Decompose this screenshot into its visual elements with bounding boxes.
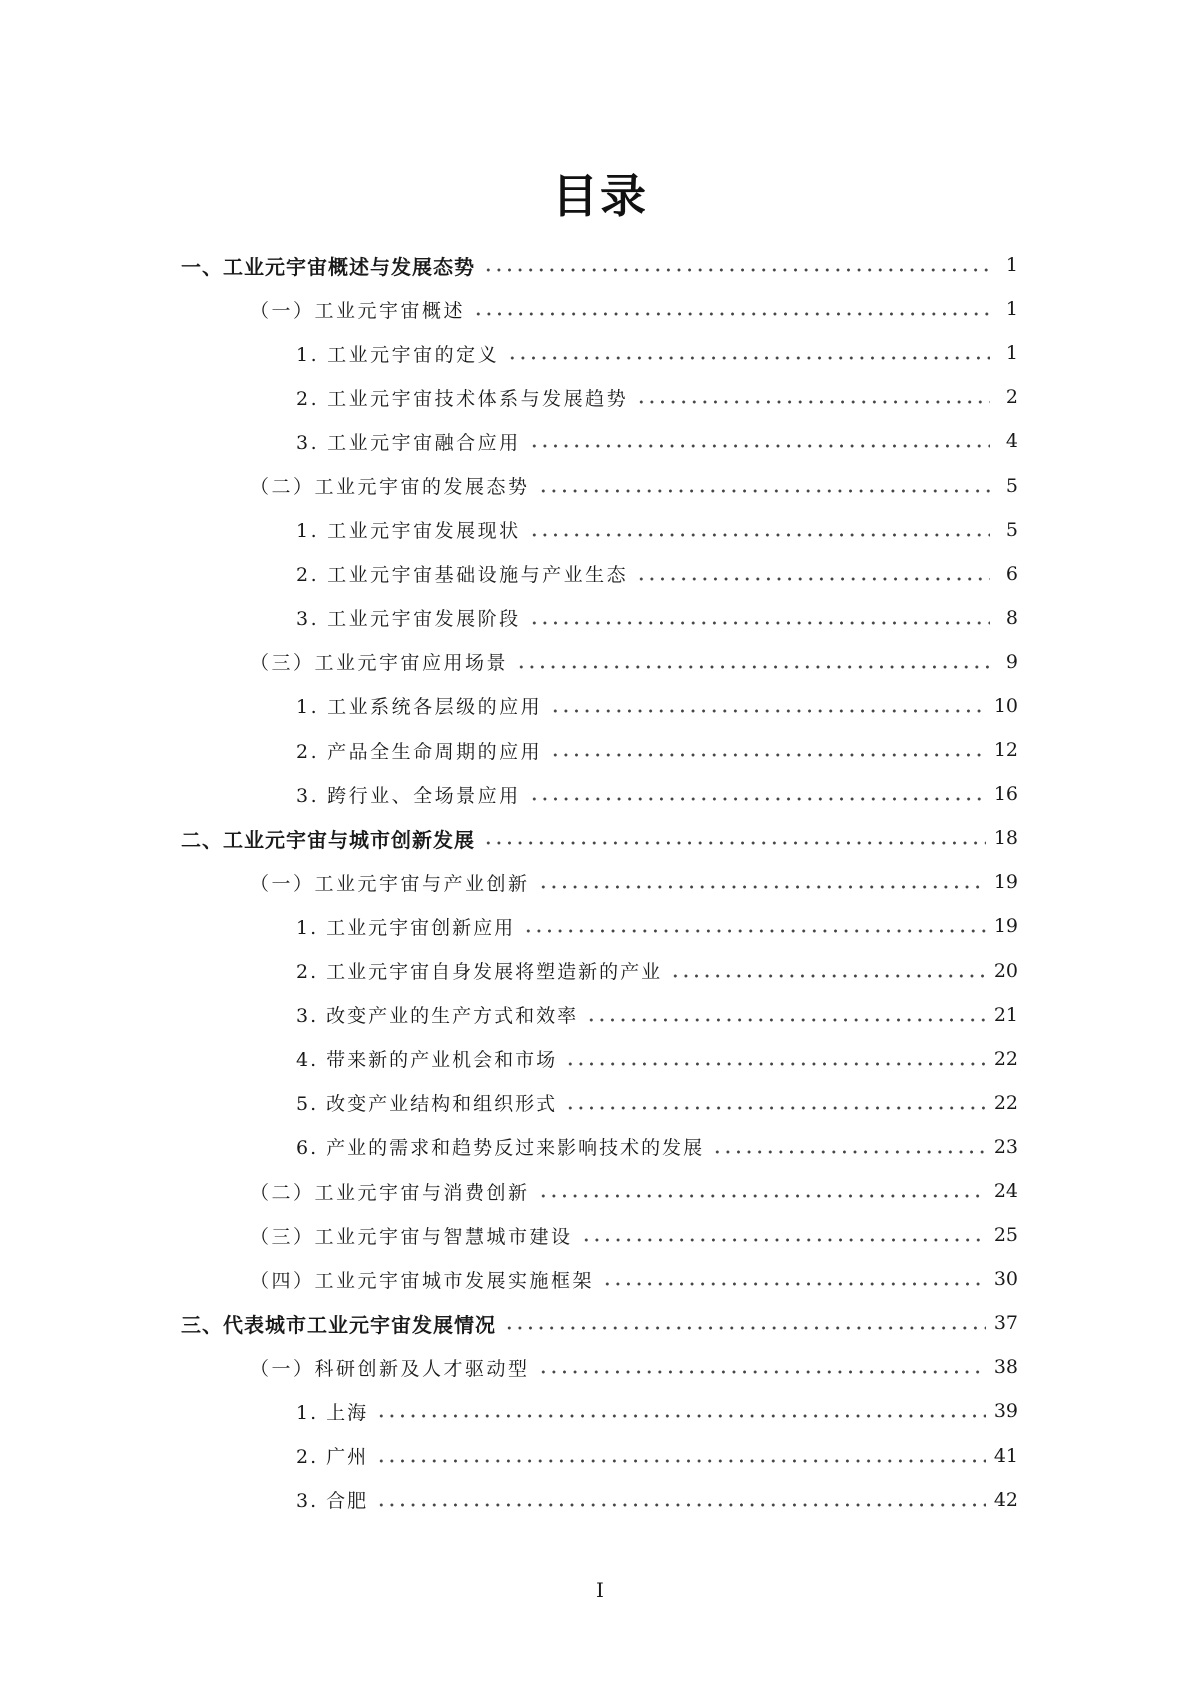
toc-entry-number: 3. (296, 431, 320, 454)
dot-leader (538, 1194, 986, 1198)
dot-leader (538, 885, 986, 889)
toc-entry-label: 工业元宇宙发展现状 (327, 520, 521, 543)
toc-entry-title (296, 692, 542, 719)
toc-entry-page: 42 (993, 1488, 1018, 1511)
dot-leader (581, 1238, 986, 1242)
dot-leader (586, 1018, 986, 1022)
page-title: 目录 (552, 169, 648, 223)
toc-entry-title: （二）工业元宇宙的发展态势 (250, 476, 530, 499)
toc-entry-page: 1 (1005, 342, 1018, 365)
toc-entry[interactable] (0, 1389, 1200, 1433)
toc-entry-page: 10 (993, 694, 1018, 717)
toc-entry-title: 2. 工业元宇宙自身发展将塑造新的产业 (296, 961, 663, 984)
toc-entry-title: 6. 产业的需求和趋势反过来影响技术的发展 (296, 1137, 705, 1160)
toc-entry-page: 41 (993, 1444, 1018, 1467)
dot-leader (636, 577, 990, 581)
dot-leader (550, 753, 986, 757)
toc-entry[interactable] (0, 1037, 1200, 1081)
dot-leader (602, 1282, 986, 1286)
toc-entry-label: 工业元宇宙融合应用 (327, 431, 521, 454)
toc-entry[interactable] (0, 860, 1200, 904)
toc-entry-number: 1. (296, 343, 320, 366)
dot-leader (483, 268, 990, 272)
toc-entry[interactable] (0, 1081, 1200, 1125)
toc-entry-page: 18 (993, 827, 1018, 850)
toc-entry[interactable] (0, 904, 1200, 948)
toc-entry-label: 工业系统各层级的应用 (327, 696, 543, 719)
toc-entry-title: 一、工业元宇宙概述与发展态势 (181, 254, 475, 279)
toc-entry-label: 工业元宇宙的定义 (327, 343, 500, 366)
toc-entry[interactable] (0, 728, 1200, 772)
toc-entry-title (296, 781, 521, 808)
toc-entry-label: 工业元宇宙基础设施与产业生态 (327, 564, 629, 587)
toc-entry[interactable] (0, 1257, 1200, 1301)
toc-entry-page: 19 (993, 915, 1018, 938)
dot-leader (507, 356, 990, 360)
toc-entry-title: （一）科研创新及人才驱动型 (250, 1357, 530, 1380)
toc-entry-title: 2. 广州 (296, 1446, 369, 1469)
toc-entry[interactable] (0, 949, 1200, 993)
dot-leader (516, 665, 990, 669)
dot-leader (565, 1062, 986, 1066)
toc-entry[interactable] (0, 1301, 1200, 1345)
toc-entry-title (296, 604, 521, 631)
toc-entry-page: 25 (993, 1224, 1018, 1247)
toc-entry-page: 37 (993, 1312, 1018, 1335)
toc-entry-page: 23 (993, 1135, 1018, 1158)
toc-entry[interactable] (0, 816, 1200, 860)
toc-entry-title: （一）工业元宇宙与产业创新 (250, 872, 530, 895)
toc-entry-page: 1 (1005, 298, 1018, 321)
toc-entry[interactable] (0, 684, 1200, 728)
toc-entry[interactable] (0, 640, 1200, 684)
toc-entry-number: 3. (296, 784, 320, 807)
toc-entry-label: 产品全生命周期的应用 (327, 740, 543, 763)
dot-leader (538, 489, 990, 493)
dot-leader (523, 929, 986, 933)
toc-entry-title: （二）工业元宇宙与消费创新 (250, 1181, 530, 1204)
toc-entry[interactable] (0, 463, 1200, 507)
dot-leader (636, 400, 990, 404)
toc-entry[interactable] (0, 331, 1200, 375)
toc-entry-title (296, 516, 521, 543)
toc-entry-title: 三、代表城市工业元宇宙发展情况 (181, 1312, 496, 1337)
toc-entry[interactable] (0, 375, 1200, 419)
toc-entry-title (296, 340, 499, 367)
dot-leader (376, 1414, 986, 1418)
page-number-footer: I (596, 1578, 604, 1602)
toc-entry-title: 4. 带来新的产业机会和市场 (296, 1049, 558, 1072)
toc-entry[interactable] (0, 1213, 1200, 1257)
toc-entry-page: 22 (993, 1091, 1018, 1114)
toc-entry[interactable] (0, 596, 1200, 640)
toc-entry[interactable] (0, 1125, 1200, 1169)
dot-leader (473, 312, 990, 316)
dot-leader (529, 797, 986, 801)
toc-entry-number: 1. (296, 520, 320, 543)
toc-entry-page: 22 (993, 1047, 1018, 1070)
toc-entry-title: （一）工业元宇宙概述 (250, 299, 466, 322)
toc-entry[interactable] (0, 993, 1200, 1037)
dot-leader (504, 1326, 986, 1330)
toc-entry-label: 工业元宇宙技术体系与发展趋势 (327, 387, 629, 410)
toc-entry-page: 8 (1005, 606, 1018, 629)
toc-entry-page: 19 (993, 871, 1018, 894)
dot-leader (483, 841, 986, 845)
toc-entry-title (296, 384, 628, 411)
toc-entry[interactable] (0, 508, 1200, 552)
toc-entry[interactable] (0, 1169, 1200, 1213)
dot-leader (529, 533, 990, 537)
toc-entry-page: 21 (993, 1003, 1018, 1026)
toc-entry[interactable] (0, 419, 1200, 463)
toc-entry-page: 9 (1005, 650, 1018, 673)
dot-leader (529, 444, 990, 448)
dot-leader (565, 1106, 986, 1110)
toc-entry-title: （三）工业元宇宙与智慧城市建设 (250, 1225, 573, 1248)
toc-entry-title (296, 560, 628, 587)
dot-leader (538, 1370, 986, 1374)
table-of-contents (0, 243, 1200, 1522)
dot-leader (550, 709, 986, 713)
toc-entry[interactable] (0, 243, 1200, 287)
dot-leader (376, 1459, 986, 1463)
toc-entry[interactable] (0, 1345, 1200, 1389)
toc-entry[interactable] (0, 552, 1200, 596)
toc-entry[interactable] (0, 1478, 1200, 1522)
toc-entry-title: 3. 合肥 (296, 1490, 369, 1513)
toc-entry-page: 4 (1005, 430, 1018, 453)
toc-entry-title: （四）工业元宇宙城市发展实施框架 (250, 1269, 595, 1292)
toc-entry-number: 2. (296, 387, 320, 410)
toc-entry-number: 2. (296, 740, 320, 763)
toc-entry-title: 1. 工业元宇宙创新应用 (296, 916, 516, 939)
toc-entry-page: 5 (1005, 518, 1018, 541)
toc-entry-page: 6 (1005, 562, 1018, 585)
dot-leader (712, 1150, 986, 1154)
toc-entry[interactable] (0, 287, 1200, 331)
toc-entry-page: 1 (1005, 254, 1018, 277)
dot-leader (529, 621, 990, 625)
toc-entry[interactable] (0, 1434, 1200, 1478)
toc-entry-title: 二、工业元宇宙与城市创新发展 (181, 827, 475, 852)
toc-entry[interactable] (0, 772, 1200, 816)
dot-leader (376, 1503, 986, 1507)
dot-leader (670, 974, 986, 978)
toc-entry-title: 3. 改变产业的生产方式和效率 (296, 1005, 579, 1028)
toc-entry-number: 1. (296, 696, 320, 719)
toc-entry-page: 24 (993, 1180, 1018, 1203)
toc-entry-page: 16 (993, 783, 1018, 806)
toc-entry-page: 5 (1005, 474, 1018, 497)
toc-entry-title: 1. 上海 (296, 1401, 369, 1424)
toc-entry-page: 38 (993, 1356, 1018, 1379)
toc-entry-label: 跨行业、全场景应用 (327, 784, 521, 807)
toc-entry-label: 工业元宇宙发展阶段 (327, 608, 521, 631)
toc-entry-page: 30 (993, 1268, 1018, 1291)
toc-entry-page: 12 (993, 739, 1018, 762)
toc-entry-page: 39 (993, 1400, 1018, 1423)
toc-entry-number: 2. (296, 564, 320, 587)
toc-entry-title: 5. 改变产业结构和组织形式 (296, 1093, 558, 1116)
toc-entry-title: （三）工业元宇宙应用场景 (250, 652, 509, 675)
toc-entry-title (296, 737, 542, 764)
toc-entry-title (296, 428, 521, 455)
toc-entry-number: 3. (296, 608, 320, 631)
toc-entry-page: 20 (993, 959, 1018, 982)
toc-entry-page: 2 (1005, 386, 1018, 409)
